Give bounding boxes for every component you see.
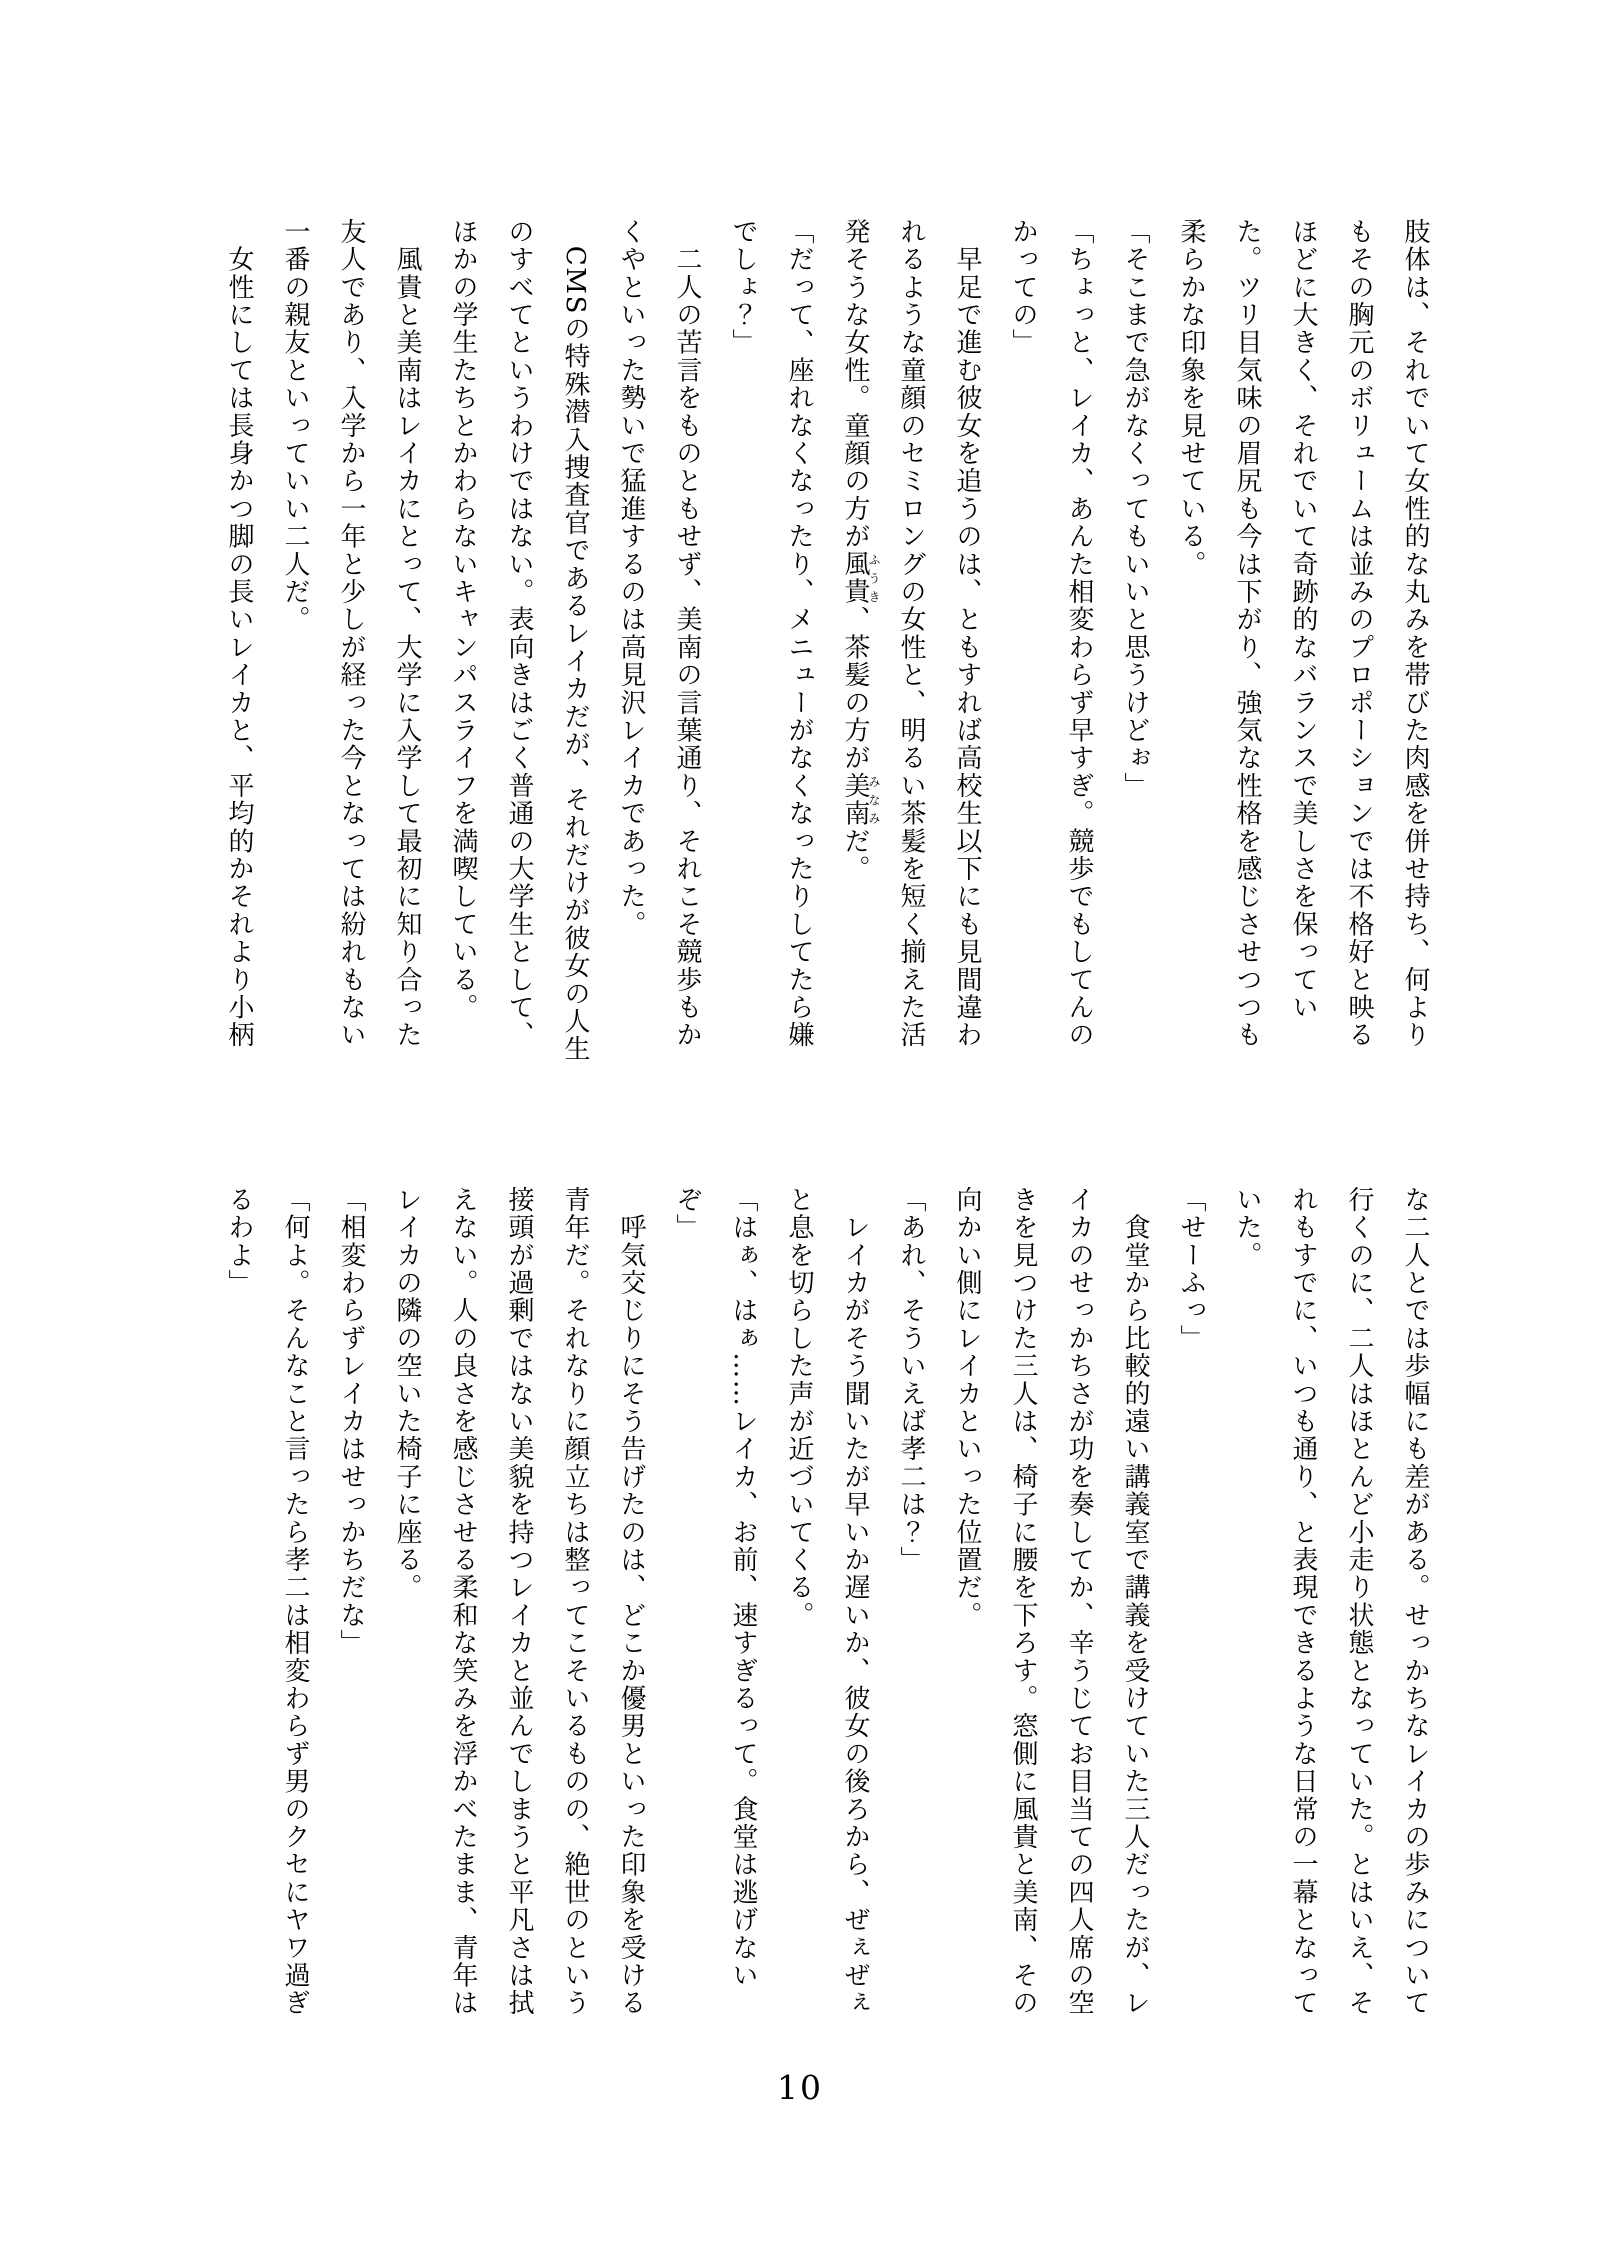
text-line: と息を切らした声が近づいてくる。 <box>784 1186 814 1630</box>
text-line: きを見つけた三人は、椅子に腰を下ろす。窓側に風貴と美南、その <box>1008 1186 1038 2017</box>
text-line: えない。人の良さを感じさせる柔和な笑みを浮かべたまま、青年は <box>448 1186 478 2018</box>
text-line: れもすでに、いつも通り、と表現できるような日常の一幕となって <box>1288 1186 1318 2017</box>
ruby-annotation: 風貴ふうき <box>840 550 881 606</box>
text-line: CMSの特殊潜入捜査官であるレイカだが、それだけが彼女の人生 <box>560 218 590 1064</box>
text-line: ほかの学生たちとかわらないキャンパスライフを満喫している。 <box>448 218 478 1022</box>
text-line: 「だって、座れなくなったり、メニューがなくなったりしてたら嫌 <box>784 218 814 1049</box>
text-line: 二人の苦言をものともせず、美南の言葉通り、それこそ競歩もか <box>672 218 702 1049</box>
text-line: 肢体は、それでいて女性的な丸みを帯びた肉感を併せ持ち、何より <box>1400 218 1430 1049</box>
text-line: 一番の親友といっていい二人だ。 <box>280 218 310 634</box>
text-line: でしょ？」 <box>728 218 758 357</box>
text-line: いた。 <box>1232 1186 1262 1270</box>
text-line: た。ツリ目気味の眉尻も今は下がり、強気な性格を感じさせつつも <box>1232 218 1262 1049</box>
text-line: 柔らかな印象を見せている。 <box>1176 218 1206 579</box>
text-line: 「ちょっと、レイカ、あんた相変わらず早すぎ。競歩でもしてんの <box>1064 218 1094 1049</box>
text-line: もその胸元のボリュームは並みのプロポーションでは不格好と映る <box>1344 218 1374 1049</box>
text-line: レイカの隣の空いた椅子に座る。 <box>392 1186 422 1602</box>
text-line: のすべてというわけではない。表向きはごく普通の大学生として、 <box>504 218 534 1049</box>
text-line: くやといった勢いで猛進するのは高見沢レイカであった。 <box>616 218 646 939</box>
text-line: 呼気交じりにそう告げたのは、どこか優男といった印象を受ける <box>616 1186 646 2017</box>
text-line: 早足で進む彼女を追うのは、ともすれば高校生以下にも見間違わ <box>952 218 982 1049</box>
text-line: 接頭が過剰ではない美貌を持つレイカと並んでしまうと平凡さは拭 <box>504 1186 534 2018</box>
text-line: 「あれ、そういえば孝二は？」 <box>896 1186 926 1574</box>
text-line: 「はぁ、はぁ……レイカ、お前、速すぎるって。食堂は逃げない <box>728 1186 758 1990</box>
text-line: レイカがそう聞いたが早いか遅いか、彼女の後ろから、ぜぇぜぇ <box>840 1186 870 2017</box>
text-line: ほどに大きく、それでいて奇跡的なバランスで美しさを保ってい <box>1288 218 1318 1022</box>
text-line: 食堂から比較的遠い講義室で講義を受けていた三人だったが、レ <box>1120 1186 1150 2017</box>
text-line: れるような童顔のセミロングの女性と、明るい茶髪を短く揃えた活 <box>896 218 926 1050</box>
text-line: 青年だ。それなりに顔立ちは整ってこそいるものの、絶世のという <box>560 1186 590 2017</box>
text-line: るわよ」 <box>224 1186 254 1297</box>
text-line: 女性にしては長身かつ脚の長いレイカと、平均的かそれより小柄 <box>224 218 254 1049</box>
text-line: 風貴と美南はレイカにとって、大学に入学して最初に知り合った <box>392 218 422 1049</box>
text-line: 友人であり、入学から一年と少しが経った今となっては紛れもない <box>336 218 366 1049</box>
text-line: 「何よ。そんなこと言ったら孝二は相変わらず男のクセにヤワ過ぎ <box>280 1186 310 2017</box>
text-line: 「そこまで急がなくってもいいと思うけどぉ」 <box>1120 218 1150 800</box>
text-line: 行くのに、二人はほとんど小走り状態となっていた。とはいえ、そ <box>1344 1186 1374 2017</box>
text-line: かっての」 <box>1008 218 1038 357</box>
text-block-upper <box>224 218 1443 1064</box>
text-line: 「せーふっ」 <box>1176 1186 1206 1353</box>
text-line: 「相変わらずレイカはせっかちだな」 <box>336 1186 366 1657</box>
ruby-annotation: 美南みなみ <box>840 772 881 828</box>
text-line: 発そうな女性。童顔の方が風貴ふうき、茶髪の方が美南みなみだ。 <box>840 218 881 883</box>
text-line: イカのせっかちさが功を奏してか、辛うじてお目当ての四人席の空 <box>1064 1186 1094 2017</box>
text-line: 向かい側にレイカといった位置だ。 <box>952 1186 982 1630</box>
text-line: な二人とでは歩幅にも差がある。せっかちなレイカの歩みについて <box>1400 1186 1430 2017</box>
text-block-lower <box>224 1186 1443 2018</box>
text-line: ぞ」 <box>672 1186 702 1242</box>
page-number: 10 <box>777 2068 823 2107</box>
